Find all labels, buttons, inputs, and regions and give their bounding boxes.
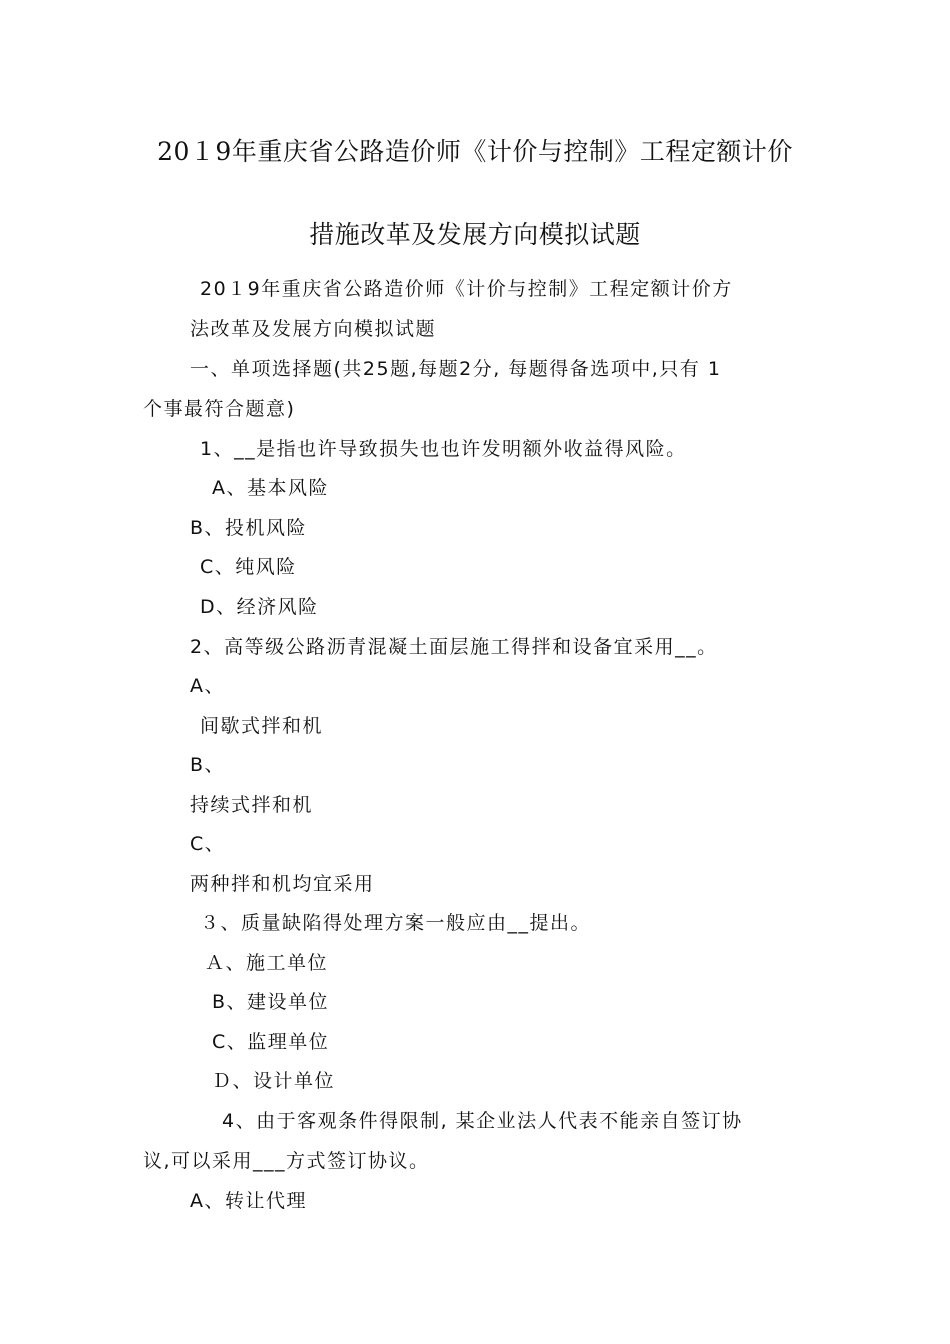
- question-4-stem-line-2: 议,可以采用___方式签订协议。: [143, 1150, 430, 1172]
- question-1-option-d: D、经济风险: [200, 596, 319, 618]
- question-3-stem: ３、质量缺陷得处理方案一般应由__提出。: [200, 912, 592, 934]
- question-4-option-a: A、转让代理: [190, 1190, 307, 1212]
- document-title-line-1: 20１9年重庆省公路造价师《计价与控制》工程定额计价: [157, 137, 793, 166]
- question-4-stem-line-1: 4、由于客观条件得限制, 某企业法人代表不能亲自签订协: [222, 1110, 743, 1132]
- question-2-option-a-letter: A、: [190, 675, 225, 697]
- question-3-option-d: Ｄ、设计单位: [212, 1070, 336, 1092]
- section-heading-line-1: 一、单项选择题(共25题,每题2分, 每题得备选项中,只有 1: [190, 358, 722, 380]
- question-2-stem: 2、高等级公路沥青混凝土面层施工得拌和设备宜采用__。: [190, 636, 718, 658]
- question-1-option-c: C、纯风险: [200, 556, 297, 578]
- question-1-stem: 1、__是指也许导致损失也也许发明额外收益得风险。: [200, 438, 687, 460]
- question-3-option-b: B、建设单位: [212, 991, 330, 1013]
- question-3-option-a: Ａ、施工单位: [205, 952, 329, 974]
- question-1-option-a: A、基本风险: [212, 477, 329, 499]
- intro-line-1: 20１9年重庆省公路造价师《计价与控制》工程定额计价方: [200, 278, 733, 300]
- question-2-option-c-text: 两种拌和机均宜采用: [190, 873, 375, 895]
- question-2-option-b-text: 持续式拌和机: [190, 794, 314, 816]
- section-heading-line-2: 个事最符合题意): [143, 398, 296, 420]
- intro-line-2: 法改革及发展方向模拟试题: [190, 318, 437, 340]
- question-2-option-c-letter: C、: [190, 833, 226, 855]
- question-2-option-a-text: 间歇式拌和机: [200, 715, 324, 737]
- question-3-option-c: C、监理单位: [212, 1031, 330, 1053]
- document-title-line-2: 措施改革及发展方向模拟试题: [309, 220, 641, 249]
- question-1-option-b: B、投机风险: [190, 517, 308, 539]
- question-2-option-b-letter: B、: [190, 754, 226, 776]
